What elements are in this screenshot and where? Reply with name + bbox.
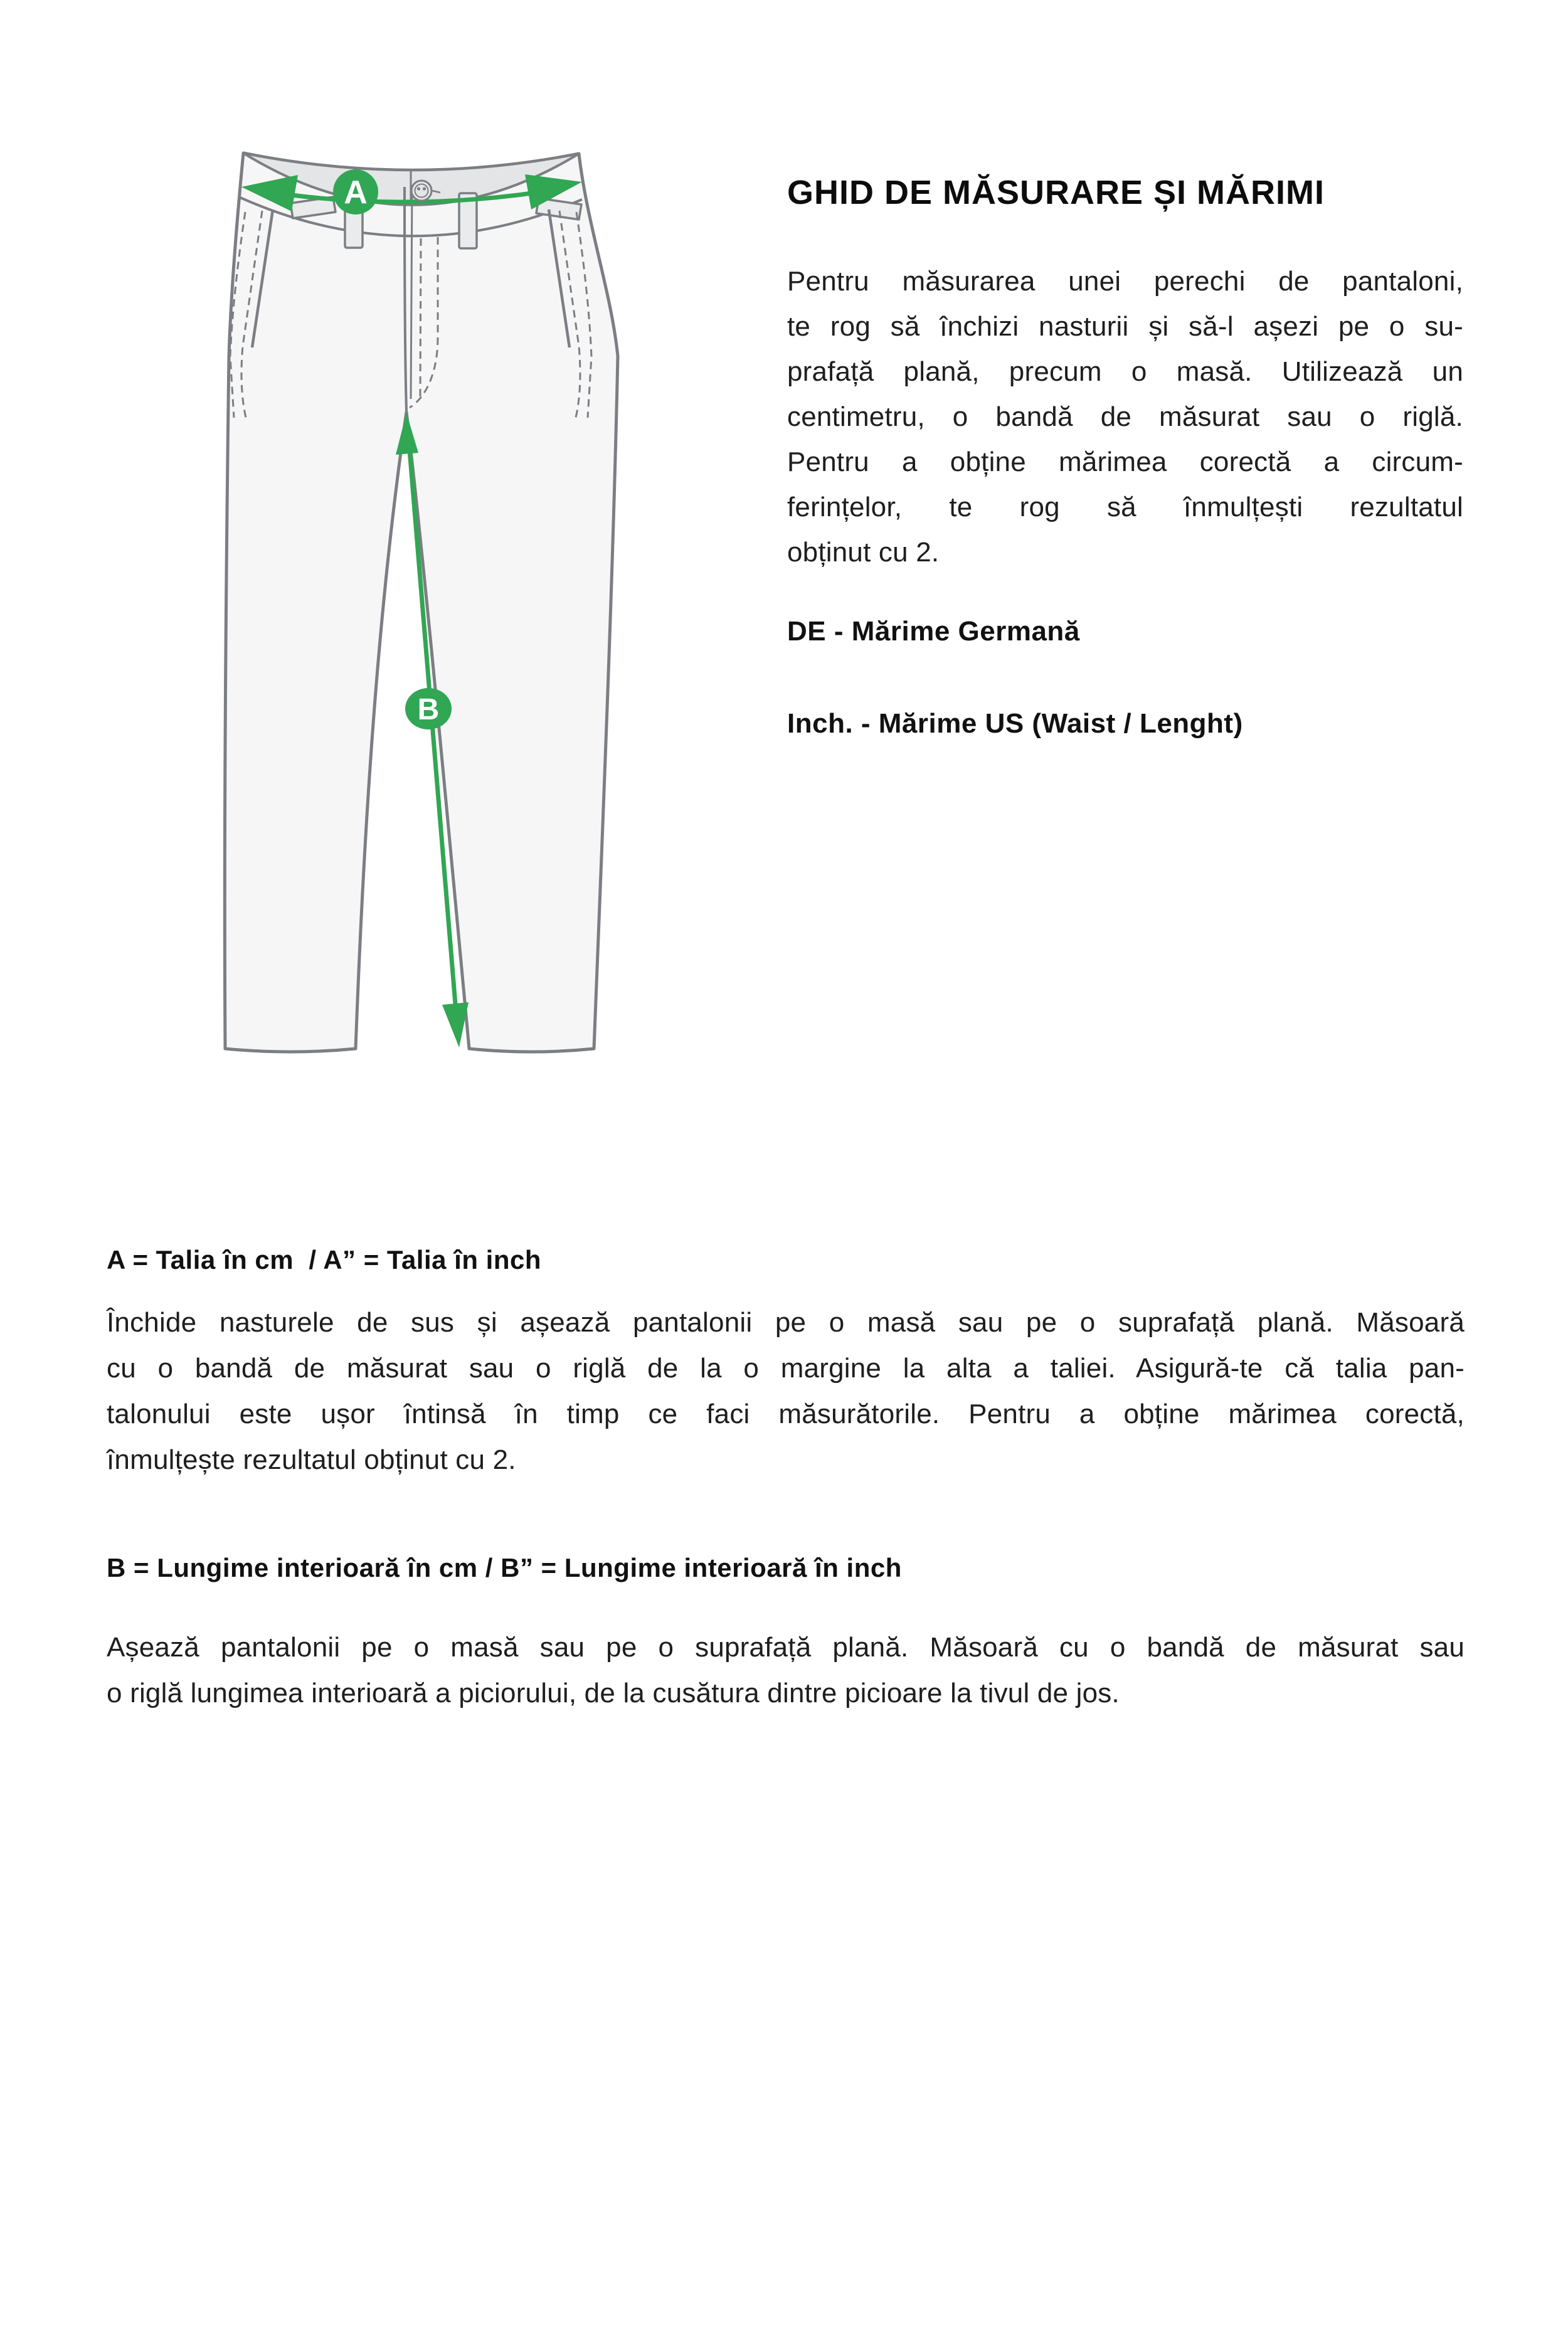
intro-paragraph — [787, 259, 1463, 575]
section-a-body — [107, 1300, 1465, 1483]
intro-line: Pentru măsurarea unei perechi de pantaloni, — [787, 266, 1463, 297]
badge-b-label: B — [417, 693, 440, 726]
button-hole-1 — [417, 187, 420, 190]
pants-drawing — [223, 149, 624, 1056]
section-b-heading: B = Lungime interioară în cm / B” = Lungime interioară în inch — [107, 1553, 902, 1582]
page-title: GHID DE MĂSURARE ȘI MĂRIMI — [787, 174, 1325, 212]
section-a-line: Închide nasturele de sus și așează pantalonii pe o masă sau pe o suprafață plană. Măsoară — [107, 1307, 1465, 1338]
section-a-heading: A = Talia în cm / A” = Talia în inch — [107, 1245, 542, 1274]
badge-b — [405, 688, 452, 729]
section-a-line: talonului este ușor întinsă în timp ce faci măsurătorile. Pentru a obține mărimea corectă, — [107, 1399, 1465, 1429]
section-b-line: Așează pantalonii pe o masă sau pe o suprafață plană. Măsoară cu o bandă de măsurat sau — [107, 1632, 1465, 1663]
section-a-line: cu o bandă de măsurat sau o riglă de la o margine la alta a taliei. Asigură-te că talia pan- — [107, 1353, 1465, 1384]
pants-measurement-illustration — [223, 149, 624, 1056]
intro-line: ferințelor, te rog să înmulțești rezultatul — [787, 492, 1463, 522]
badge-a — [333, 169, 378, 215]
intro-line: Pentru a obține mărimea corectă a circum- — [787, 447, 1463, 477]
intro-line: te rog să închizi nasturii și să-l așezi pe o su- — [787, 311, 1463, 342]
button-hole-2 — [423, 187, 426, 190]
fly-edge-2 — [411, 187, 412, 399]
label-us-size: Inch. - Mărime US (Waist / Lenght) — [787, 708, 1243, 739]
section-b-body — [107, 1624, 1465, 1716]
section-a-line: înmulțește rezultatul obținut cu 2. — [107, 1444, 516, 1475]
badge-a-label: A — [344, 174, 368, 211]
section-b-line: o riglă lungimea interioară a piciorului, de la cusătura dintre picioare la tivul de jos. — [107, 1678, 1120, 1708]
intro-line: prafață plană, precum o masă. Utilizează un — [787, 356, 1463, 387]
label-german-size: DE - Mărime Germană — [787, 616, 1080, 647]
intro-line: centimetru, o bandă de măsurat sau o riglă. — [787, 401, 1463, 432]
inseam-arrow-head-bottom — [442, 1002, 469, 1047]
intro-line: obținut cu 2. — [787, 537, 940, 568]
